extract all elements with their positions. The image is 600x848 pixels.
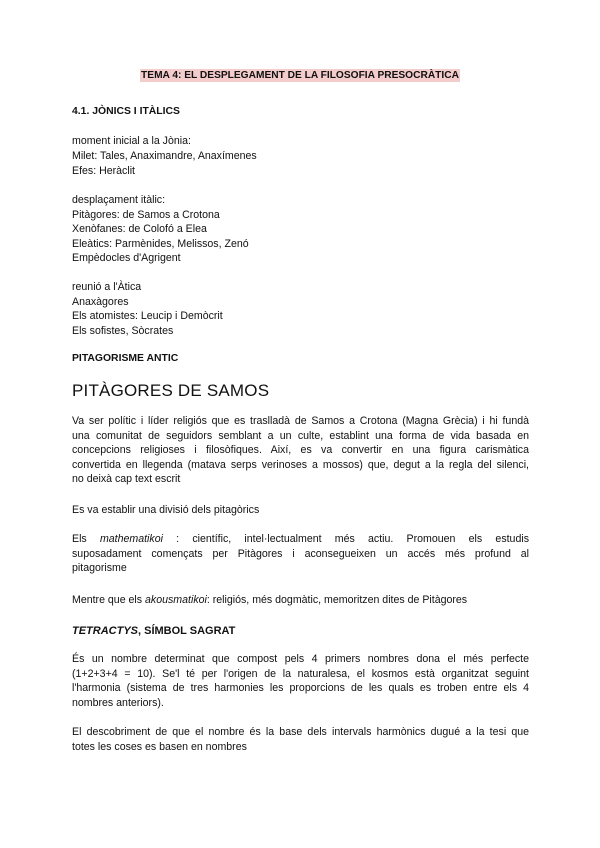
term-mathematikoi: mathematikoi	[99, 533, 163, 545]
paragraph-descobriment	[72, 725, 529, 754]
text-line: reunió a l'Àtica	[72, 281, 142, 293]
heading-pitagores: PITÀGORES DE SAMOS	[72, 381, 270, 400]
tetractys-heading: TETRACTYS, SÍMBOL SAGRAT	[72, 625, 236, 637]
text-line: Eleàtics: Parmènides, Melissos, Zenó	[72, 238, 249, 250]
paragraph-line: concepcions religioses i filosòfiques. Així, es va convertir en una figura carismàtica	[72, 444, 529, 457]
text-line: Els sofistes, Sòcrates	[72, 325, 174, 337]
paragraph-line: Els mathematikoi : científic, intel·lectualment més actiu. Promouen els estudis	[72, 533, 529, 545]
section-heading-jonics: 4.1. JÒNICS I ITÀLICS	[72, 106, 180, 117]
paragraph-tetractys	[72, 652, 529, 710]
text-line: Xenòfanes: de Colofó a Elea	[72, 223, 207, 235]
paragraph-line: És un nombre determinat que compost pels 4 primers nombres dona el més perfecte	[72, 653, 529, 665]
section-heading-pitagorisme: PITAGORISME ANTIC	[72, 353, 179, 364]
text-line: Anaxàgores	[72, 296, 129, 308]
paragraph-line: no deixà cap text escrit	[72, 473, 181, 486]
text-line: moment inicial a la Jònia:	[72, 135, 191, 147]
paragraph-divisio: Es va establir una divisió dels pitagòrics	[72, 504, 260, 516]
paragraph-akousmatikoi: Mentre que els akousmatikoi: religiós, més dogmàtic, memoritzen dites de Pitàgores	[72, 594, 468, 606]
text-line: Pitàgores: de Samos a Crotona	[72, 209, 220, 221]
paragraph-line: totes les coses es basen en nombres	[72, 740, 247, 753]
text-line: desplaçament itàlic:	[72, 194, 166, 206]
paragraph-line: convertida en llegenda (matava serps verinoses a mossos) que, degut a la regla del silenci,	[72, 458, 529, 471]
paragraph-line: Va ser polític i líder religiós que es traslladà de Samos a Crotona (Magna Grècia) i hi fundà	[72, 415, 529, 427]
term-akousmatikoi: akousmatikoi	[145, 594, 207, 606]
paragraph-line: El descobriment de que el nombre és la base dels intervals harmònics dugué a la tesi que	[72, 726, 529, 738]
paragraph-line: una comunitat de seguidors semblant a un culte, establint una forma de vida basada en	[72, 429, 529, 442]
text-line: Milet: Tales, Anaximandre, Anaxímenes	[72, 150, 257, 162]
paragraph-pitagores	[72, 414, 529, 487]
paragraph-mathematikoi	[72, 532, 529, 576]
term-tetractys: TETRACTYS	[72, 625, 138, 637]
text-line: Efes: Heràclit	[72, 165, 135, 177]
paragraph-line: (1+2+3+4 = 10). Se'l té per l'origen de la naturalesa, el kosmos està organitzat seguint	[72, 667, 529, 680]
paragraph-line: suposadament començats per Pitàgores i aconsegueixen un accés més profund al	[72, 547, 529, 560]
text-line: Empèdocles d'Agrigent	[72, 252, 181, 264]
text-line: Els atomistes: Leucip i Demòcrit	[72, 310, 223, 322]
paragraph-line: pitagorisme	[72, 562, 127, 575]
paragraph-line: l'harmonia (sistema de tres harmonies les proporcions de les quals es troben entre els 4	[72, 682, 529, 695]
paragraph-line: nombres anteriors).	[72, 696, 164, 709]
document-title: TEMA 4: EL DESPLEGAMENT DE LA FILOSOFIA PRESOCRÀTICA	[141, 70, 459, 81]
